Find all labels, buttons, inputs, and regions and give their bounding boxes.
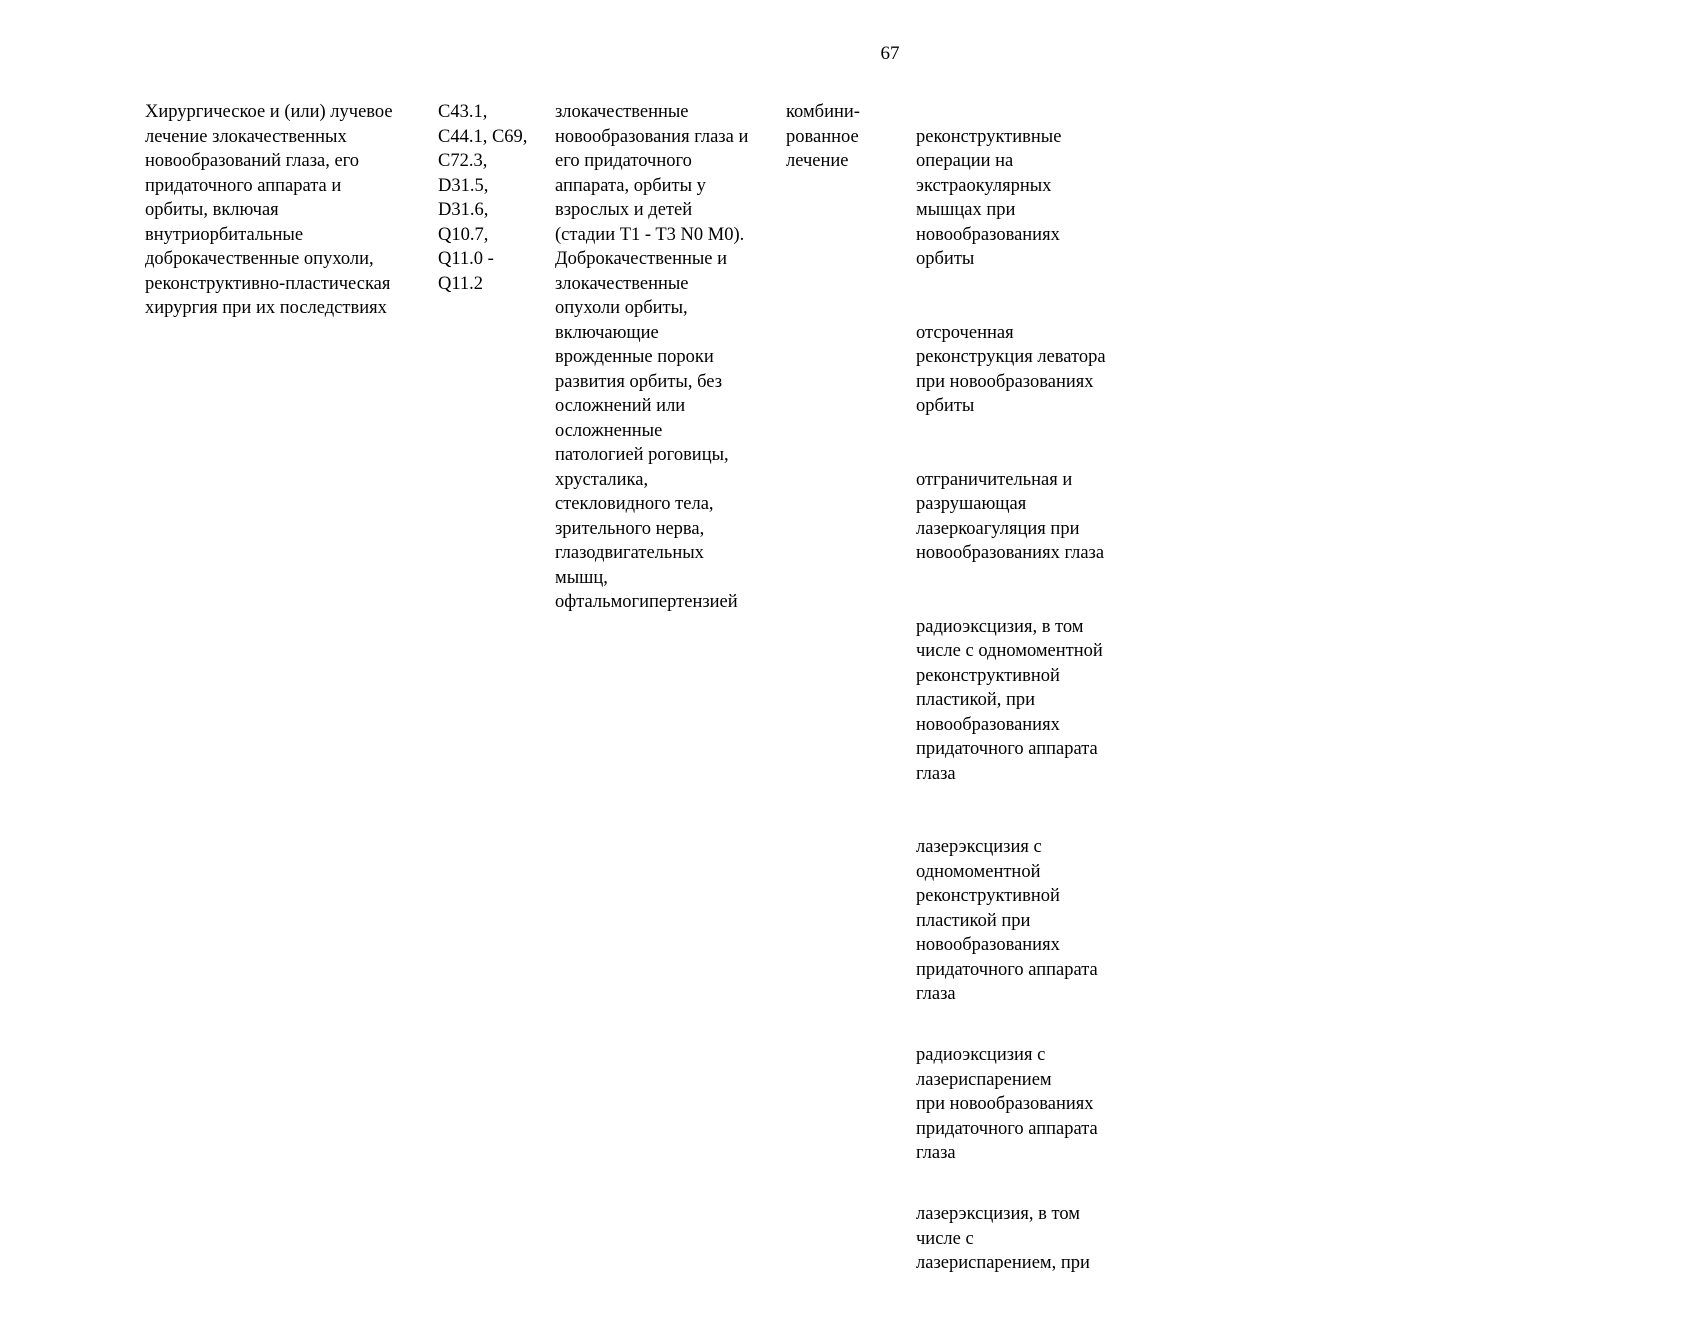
method-item: радиоэксцизия с лазериспарением при новообразованиях придаточного аппарата глаза — [916, 1045, 1098, 1163]
treatment-methods — [916, 100, 1136, 1325]
method-item: лазерэксцизия с одномоментной реконструктивной пластикой при новообразованиях придаточного аппарата глаза — [916, 837, 1098, 1004]
method-item: реконструктивные операции на экстраокулярных мышцах при новообразованиях орбиты — [916, 126, 1062, 269]
method-item: отсроченная реконструкция леватора при новообразованиях орбиты — [916, 322, 1106, 416]
page-number: 67 — [880, 43, 900, 64]
icd-codes: C43.1, C44.1, C69, C72.3, D31.5, D31.6, Q10.7, Q11.0 - Q11.2 — [438, 102, 528, 294]
treatment-type: комбини- рованное лечение — [786, 102, 860, 171]
treatment-group-name: Хирургическое и (или) лучевое лечение злокачественных новообразований глаза, его придаточного аппарата и орбиты, включая внутриорбитальные доброкачественные опухоли, реконструктивно-пластическая хирургия при их последствиях — [145, 102, 393, 318]
method-item: радиоэксцизия, в том числе с одномоментной реконструктивной пластикой, при новообразованиях придаточного аппарата глаза — [916, 616, 1103, 784]
method-item: отграничительная и разрушающая лазеркоагуляция при новообразованиях глаза — [916, 469, 1105, 563]
method-item: лазерэксцизия, в том числе с лазериспарением, при — [916, 1204, 1090, 1273]
patient-model: злокачественные новообразования глаза и его придаточного аппарата, орбиты у взрослых и детей (стадии T1 - T3 N0 M0). Доброкачественные и злокачественные опухоли орбиты, включающие врожденные пороки развития орбиты, без осложнений или осложненные патологией роговицы, хрусталика, стекловидного тела, зрительного нерва, глазодвигательных мышц, офтальмогипертензией — [555, 102, 749, 612]
